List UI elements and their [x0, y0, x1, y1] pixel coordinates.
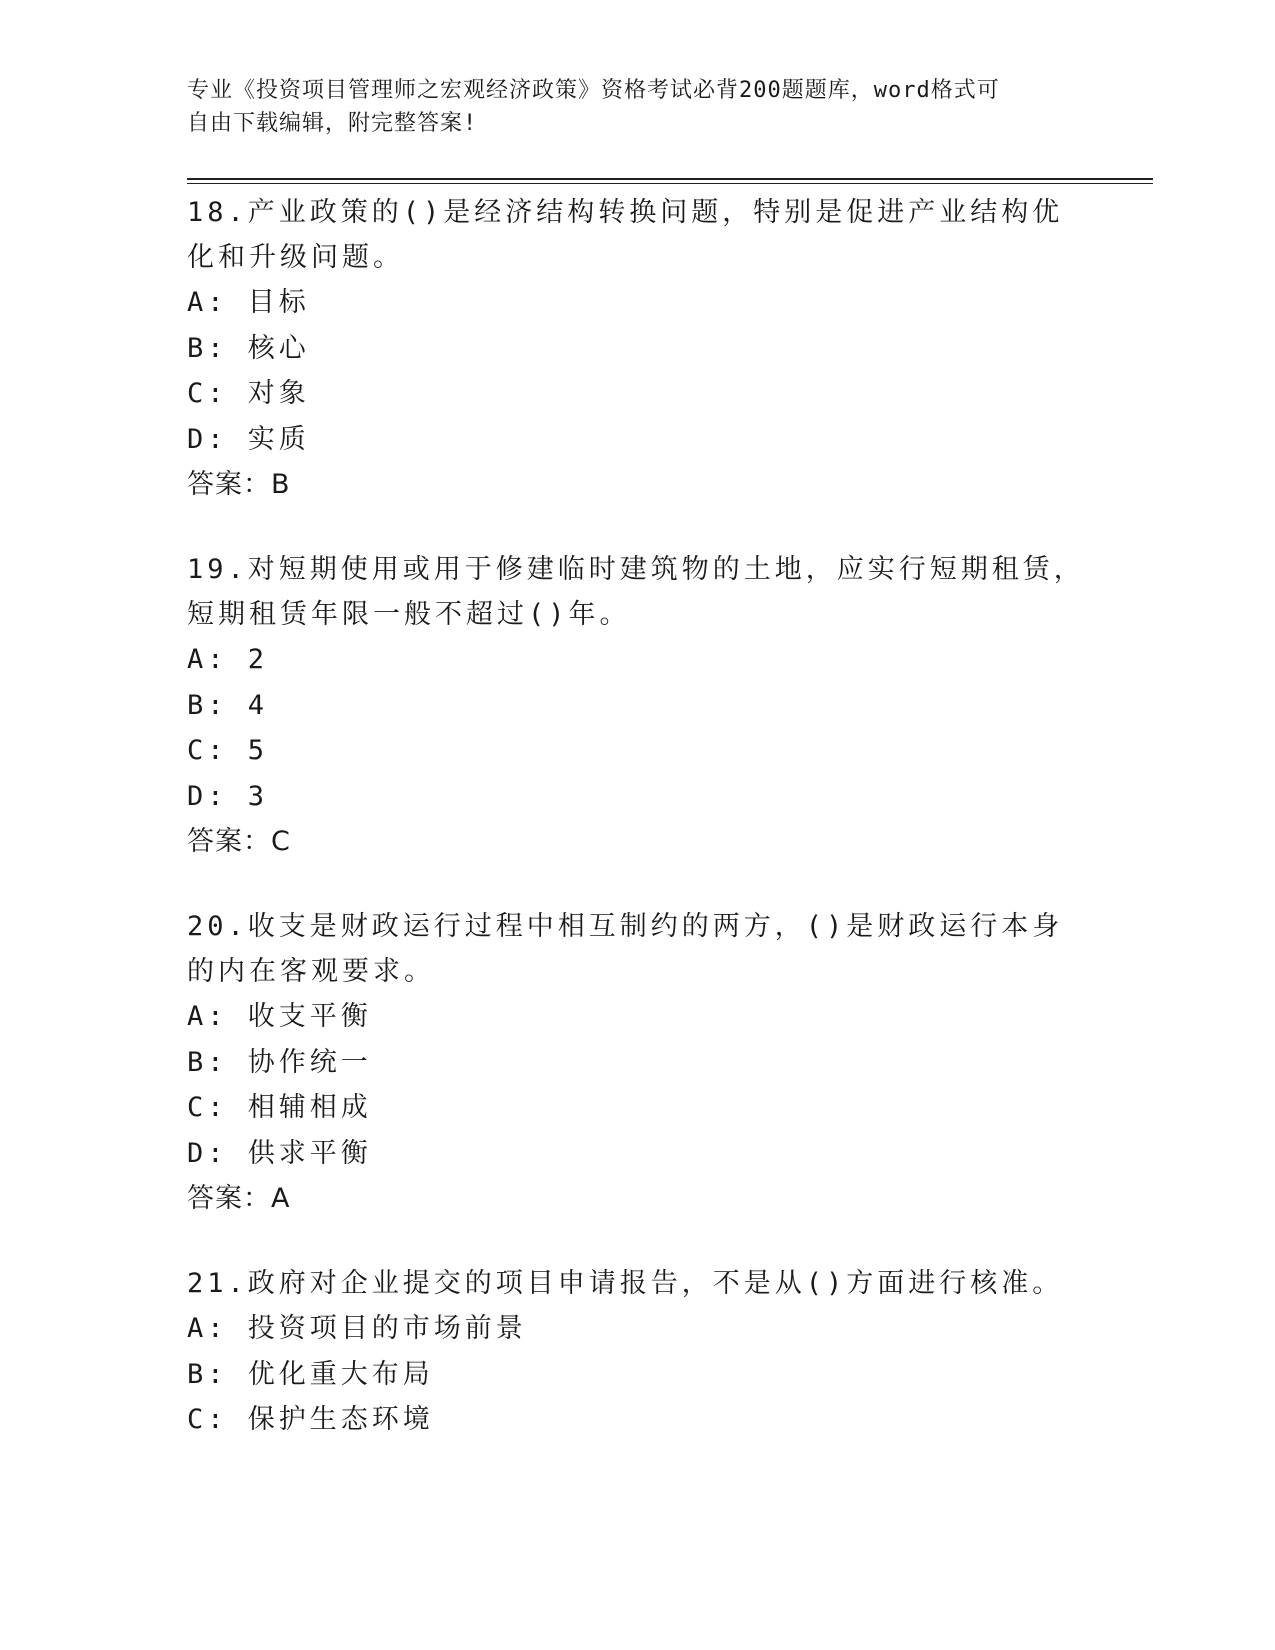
answer-line: 答案：C	[187, 826, 291, 857]
question-20	[187, 904, 1087, 1221]
answer-line: 答案：A	[187, 1183, 291, 1214]
option-c: C: 相辅相成	[187, 1092, 372, 1123]
option-c: C: 保护生态环境	[187, 1404, 434, 1435]
option-a: A: 2	[187, 644, 269, 675]
option-a: A: 投资项目的市场前景	[187, 1313, 527, 1344]
option-d: D: 3	[187, 780, 269, 812]
header-line-2: 自由下载编辑，附完整答案!	[187, 111, 478, 136]
option-a: A: 收支平衡	[187, 1001, 372, 1032]
question-21	[187, 1261, 1087, 1443]
option-b: B: 协作统一	[187, 1046, 372, 1078]
option-b: B: 核心	[187, 332, 310, 364]
document-header	[187, 74, 1067, 140]
answer-line: 答案：B	[187, 469, 291, 500]
header-divider	[187, 178, 1153, 180]
option-d: D: 供求平衡	[187, 1137, 372, 1169]
option-b: B: 4	[187, 689, 269, 721]
question-18	[187, 190, 1087, 507]
question-stem: 19.对短期使用或用于修建临时建筑物的土地，应实行短期租赁，短期租赁年限一般不超过()年。	[187, 554, 1085, 630]
question-19	[187, 547, 1087, 864]
option-c: C: 对象	[187, 378, 310, 409]
question-stem: 18.产业政策的()是经济结构转换问题，特别是促进产业结构优化和升级问题。	[187, 197, 1064, 273]
header-divider-thin	[187, 183, 1153, 184]
option-a: A: 目标	[187, 287, 310, 318]
option-c: C: 5	[187, 735, 269, 766]
question-stem: 21.政府对企业提交的项目申请报告，不是从()方面进行核准。	[187, 1268, 1064, 1299]
option-d: D: 实质	[187, 423, 310, 455]
header-line-1: 专业《投资项目管理师之宏观经济政策》资格考试必背200题题库，word格式可	[187, 78, 1000, 103]
option-b: B: 优化重大布局	[187, 1358, 434, 1390]
question-stem: 20.收支是财政运行过程中相互制约的两方，()是财政运行本身的内在客观要求。	[187, 911, 1064, 987]
question-list	[187, 190, 1087, 1483]
